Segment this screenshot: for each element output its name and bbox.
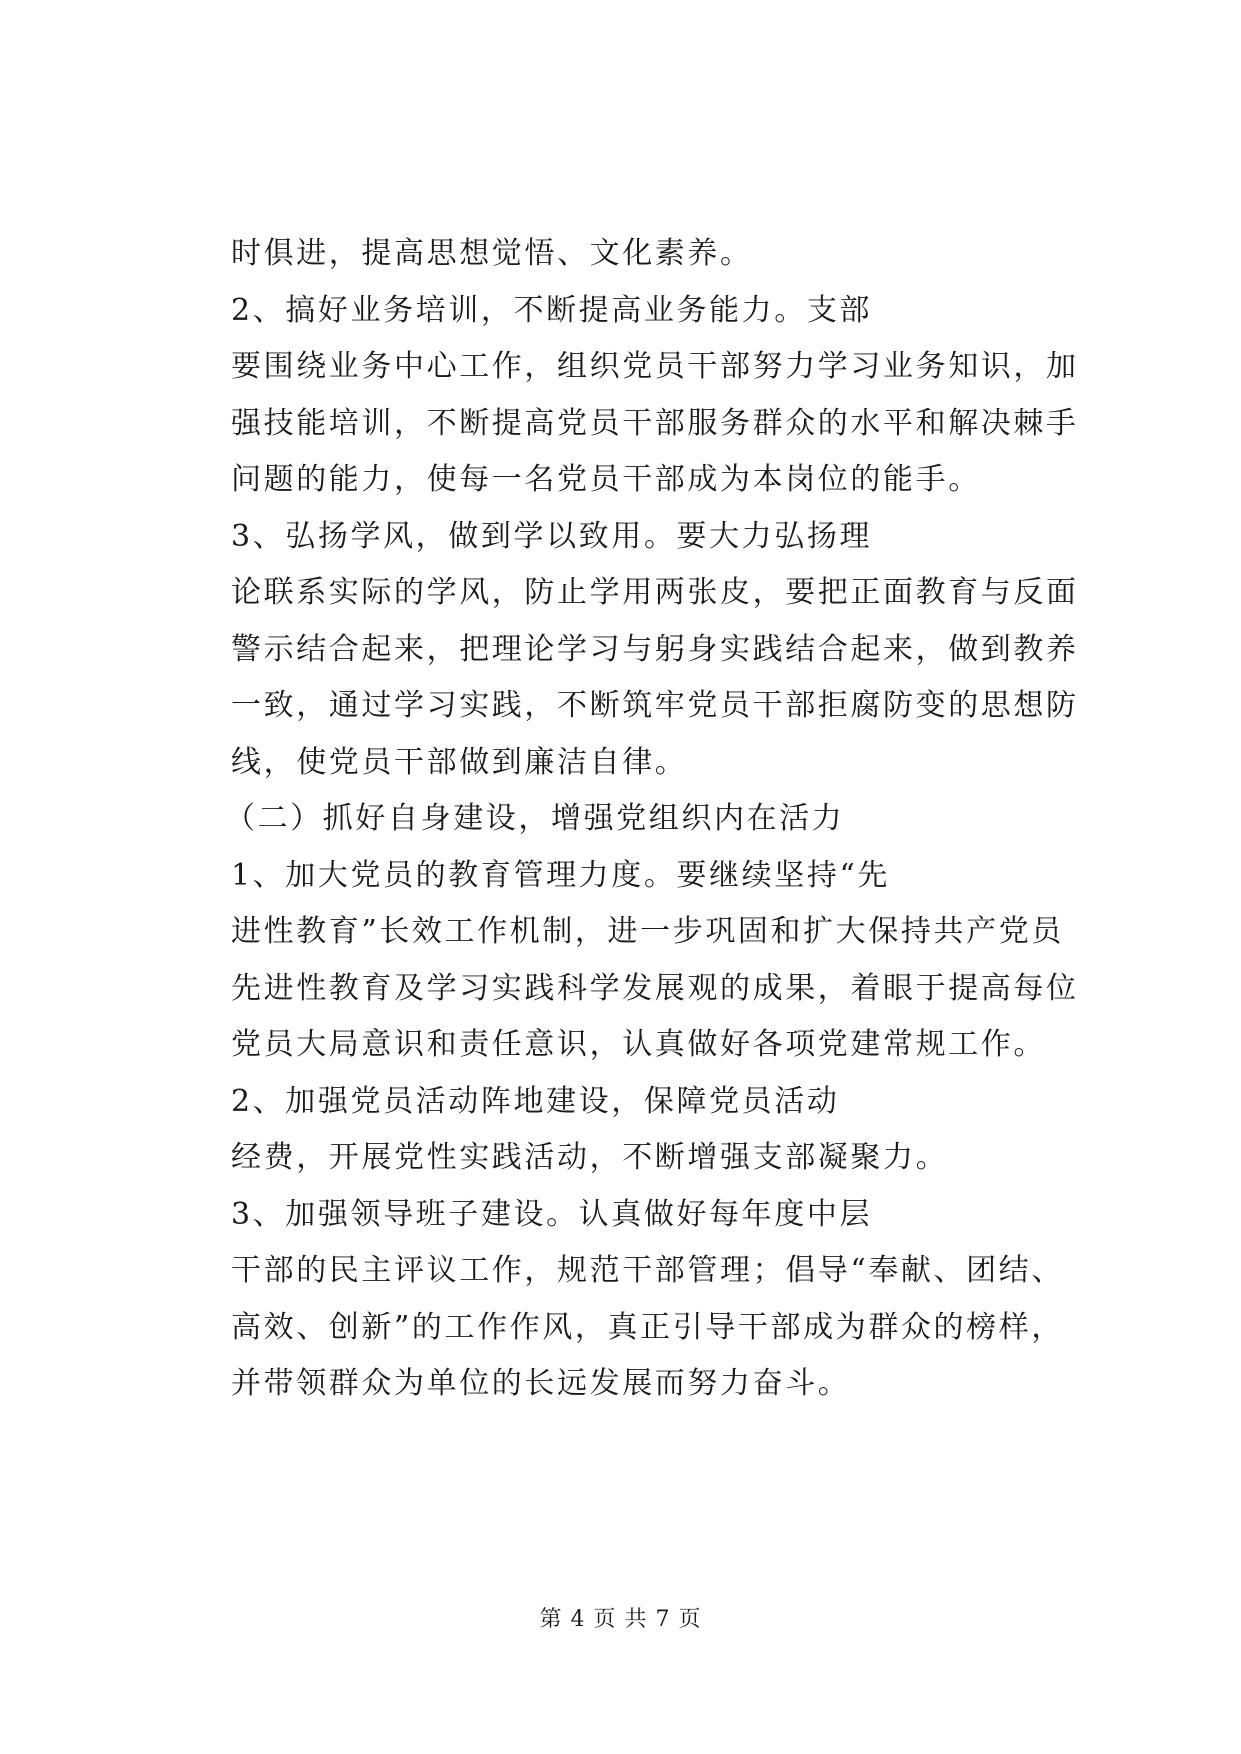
text-line: 警示结合起来，把理论学习与躬身实践结合起来，做到教养 [231, 631, 1079, 667]
text-line: 论联系实际的学风，防止学用两张皮，要把正面教育与反面 [231, 575, 1079, 610]
page-number: 第 4 页 共 7 页 [539, 1607, 702, 1632]
text-line: 时俱进，提高思想觉悟、文化素养。 [231, 236, 753, 271]
text-line: 2、加强党员活动阵地建设，保障党员活动 [231, 1083, 840, 1119]
document-body [225, 226, 1091, 1413]
text-line: 1、加大党员的教育管理力度。要继续坚持“先 [231, 857, 891, 893]
text-line: 一致，通过学习实践，不断筑牢党员干部拒腐防变的思想防 [231, 688, 1079, 723]
text-line: 3、弘扬学风，做到学以致用。要大力弘扬理 [231, 518, 873, 554]
text-line: 问题的能力，使每一名党员干部成为本岗位的能手。 [231, 462, 981, 497]
text-line: 进性教育”长效工作机制，进一步巩固和扩大保持共产党员 [231, 914, 1064, 949]
text-line: 党员大局意识和责任意识，认真做好各项党建常规工作。 [231, 1027, 1046, 1062]
text-line: 先进性教育及学习实践科学发展观的成果，着眼于提高每位 [231, 970, 1079, 1006]
text-line: 强技能培训，不断提高党员干部服务群众的水平和解决棘手 [231, 405, 1079, 441]
text-line: 并带领群众为单位的长远发展而努力奋斗。 [231, 1366, 851, 1401]
text-line: 高效、创新”的工作作风，真正引导干部成为群众的榜样， [231, 1309, 1064, 1345]
text-line: 要围绕业务中心工作，组织党员干部努力学习业务知识，加 [231, 349, 1079, 384]
section-heading: （二）抓好自身建设，增强党组织内在活力 [225, 801, 845, 836]
text-line: 线，使党员干部做到廉洁自律。 [231, 744, 688, 780]
text-line: 3、加强领导班子建设。认真做好每年度中层 [231, 1196, 873, 1232]
text-line: 干部的民主评议工作，规范干部管理；倡导“奉献、团结、 [231, 1253, 1064, 1288]
text-line: 经费，开展党性实践活动，不断增强支部凝聚力。 [231, 1140, 949, 1175]
text-line: 2、搞好业务培训，不断提高业务能力。支部 [231, 292, 873, 328]
